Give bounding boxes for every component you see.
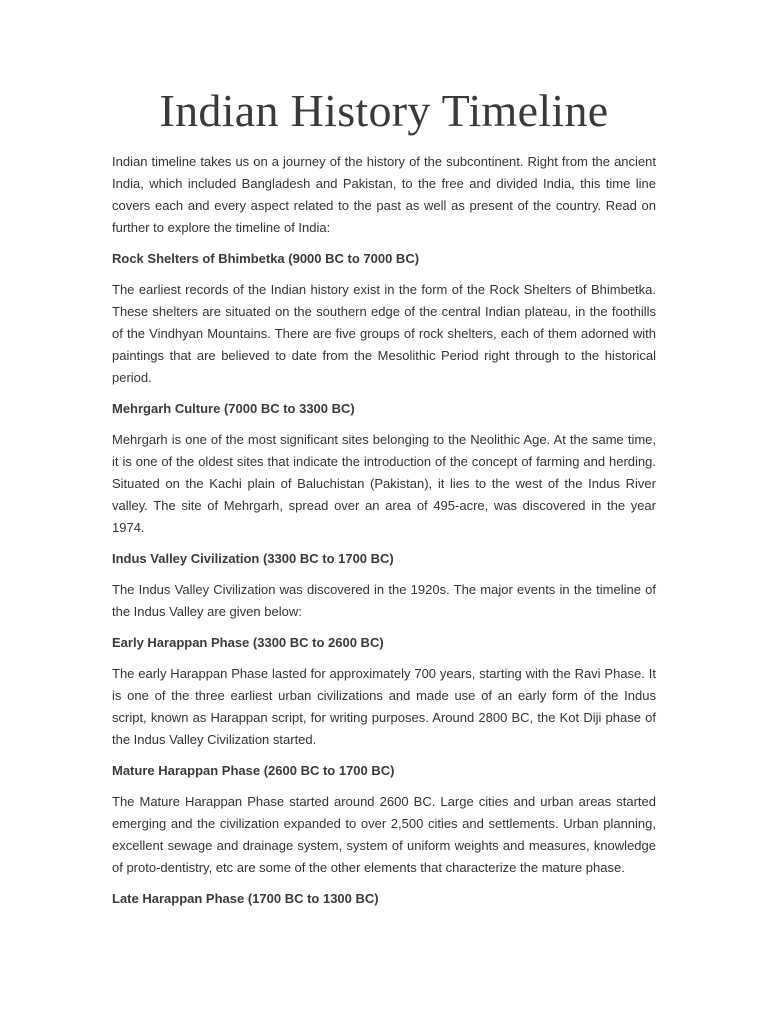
- section-heading-late-harappan: Late Harappan Phase (1700 BC to 1300 BC): [112, 891, 379, 906]
- section-heading-mature-harappan: Mature Harappan Phase (2600 BC to 1700 BC): [112, 763, 395, 778]
- intro-paragraph: Indian timeline takes us on a journey of the history of the subcontinent. Right from the ancient India, which included Bangladesh and Pakistan, to the free and divided India, this time line covers each and every aspect related to the past as well as present of the country. Read on further to explore the timeline of India:: [112, 154, 656, 235]
- section-heading-early-harappan: Early Harappan Phase (3300 BC to 2600 BC): [112, 635, 384, 650]
- section-text-early-harappan: The early Harappan Phase lasted for approximately 700 years, starting with the Ravi Phase. It is one of the three earliest urban civilizations and made use of an early form of the Indus script, known as Harappan script, for writing purposes. Around 2800 BC, the Kot Diji phase of the Indus Valley Civilization started.: [112, 666, 656, 747]
- section-text-bhimbetka: The earliest records of the Indian history exist in the form of the Rock Shelters of Bhimbetka. These shelters are situated on the southern edge of the central Indian plateau, in the foothills of the Vindhyan Mountains. There are five groups of rock shelters, each of them adorned with paintings that are believed to date from the Mesolithic Period right through to the historical period.: [112, 282, 656, 385]
- document-title: Indian History Timeline: [159, 85, 609, 136]
- document-body: [112, 151, 656, 910]
- section-text-mature-harappan: The Mature Harappan Phase started around 2600 BC. Large cities and urban areas started emerging and the civilization expanded to over 2,500 cities and settlements. Urban planning, excellent sewage and drainage system, system of uniform weights and measures, knowledge of proto-dentistry, etc are some of the other elements that characterize the mature phase.: [112, 794, 656, 875]
- section-text-mehrgarh: Mehrgarh is one of the most significant sites belonging to the Neolithic Age. At the same time, it is one of the oldest sites that indicate the introduction of the concept of farming and herding. Situated on the Kachi plain of Baluchistan (Pakistan), it lies to the west of the Indus River valley. The site of Mehrgarh, spread over an area of 495-acre, was discovered in the year 1974.: [112, 432, 656, 535]
- section-heading-bhimbetka: Rock Shelters of Bhimbetka (9000 BC to 7000 BC): [112, 251, 420, 266]
- section-heading-indus-valley: Indus Valley Civilization (3300 BC to 1700 BC): [112, 551, 394, 566]
- section-heading-mehrgarh: Mehrgarh Culture (7000 BC to 3300 BC): [112, 401, 355, 416]
- section-text-indus-valley: The Indus Valley Civilization was discovered in the 1920s. The major events in the timeline of the Indus Valley are given below:: [112, 582, 656, 619]
